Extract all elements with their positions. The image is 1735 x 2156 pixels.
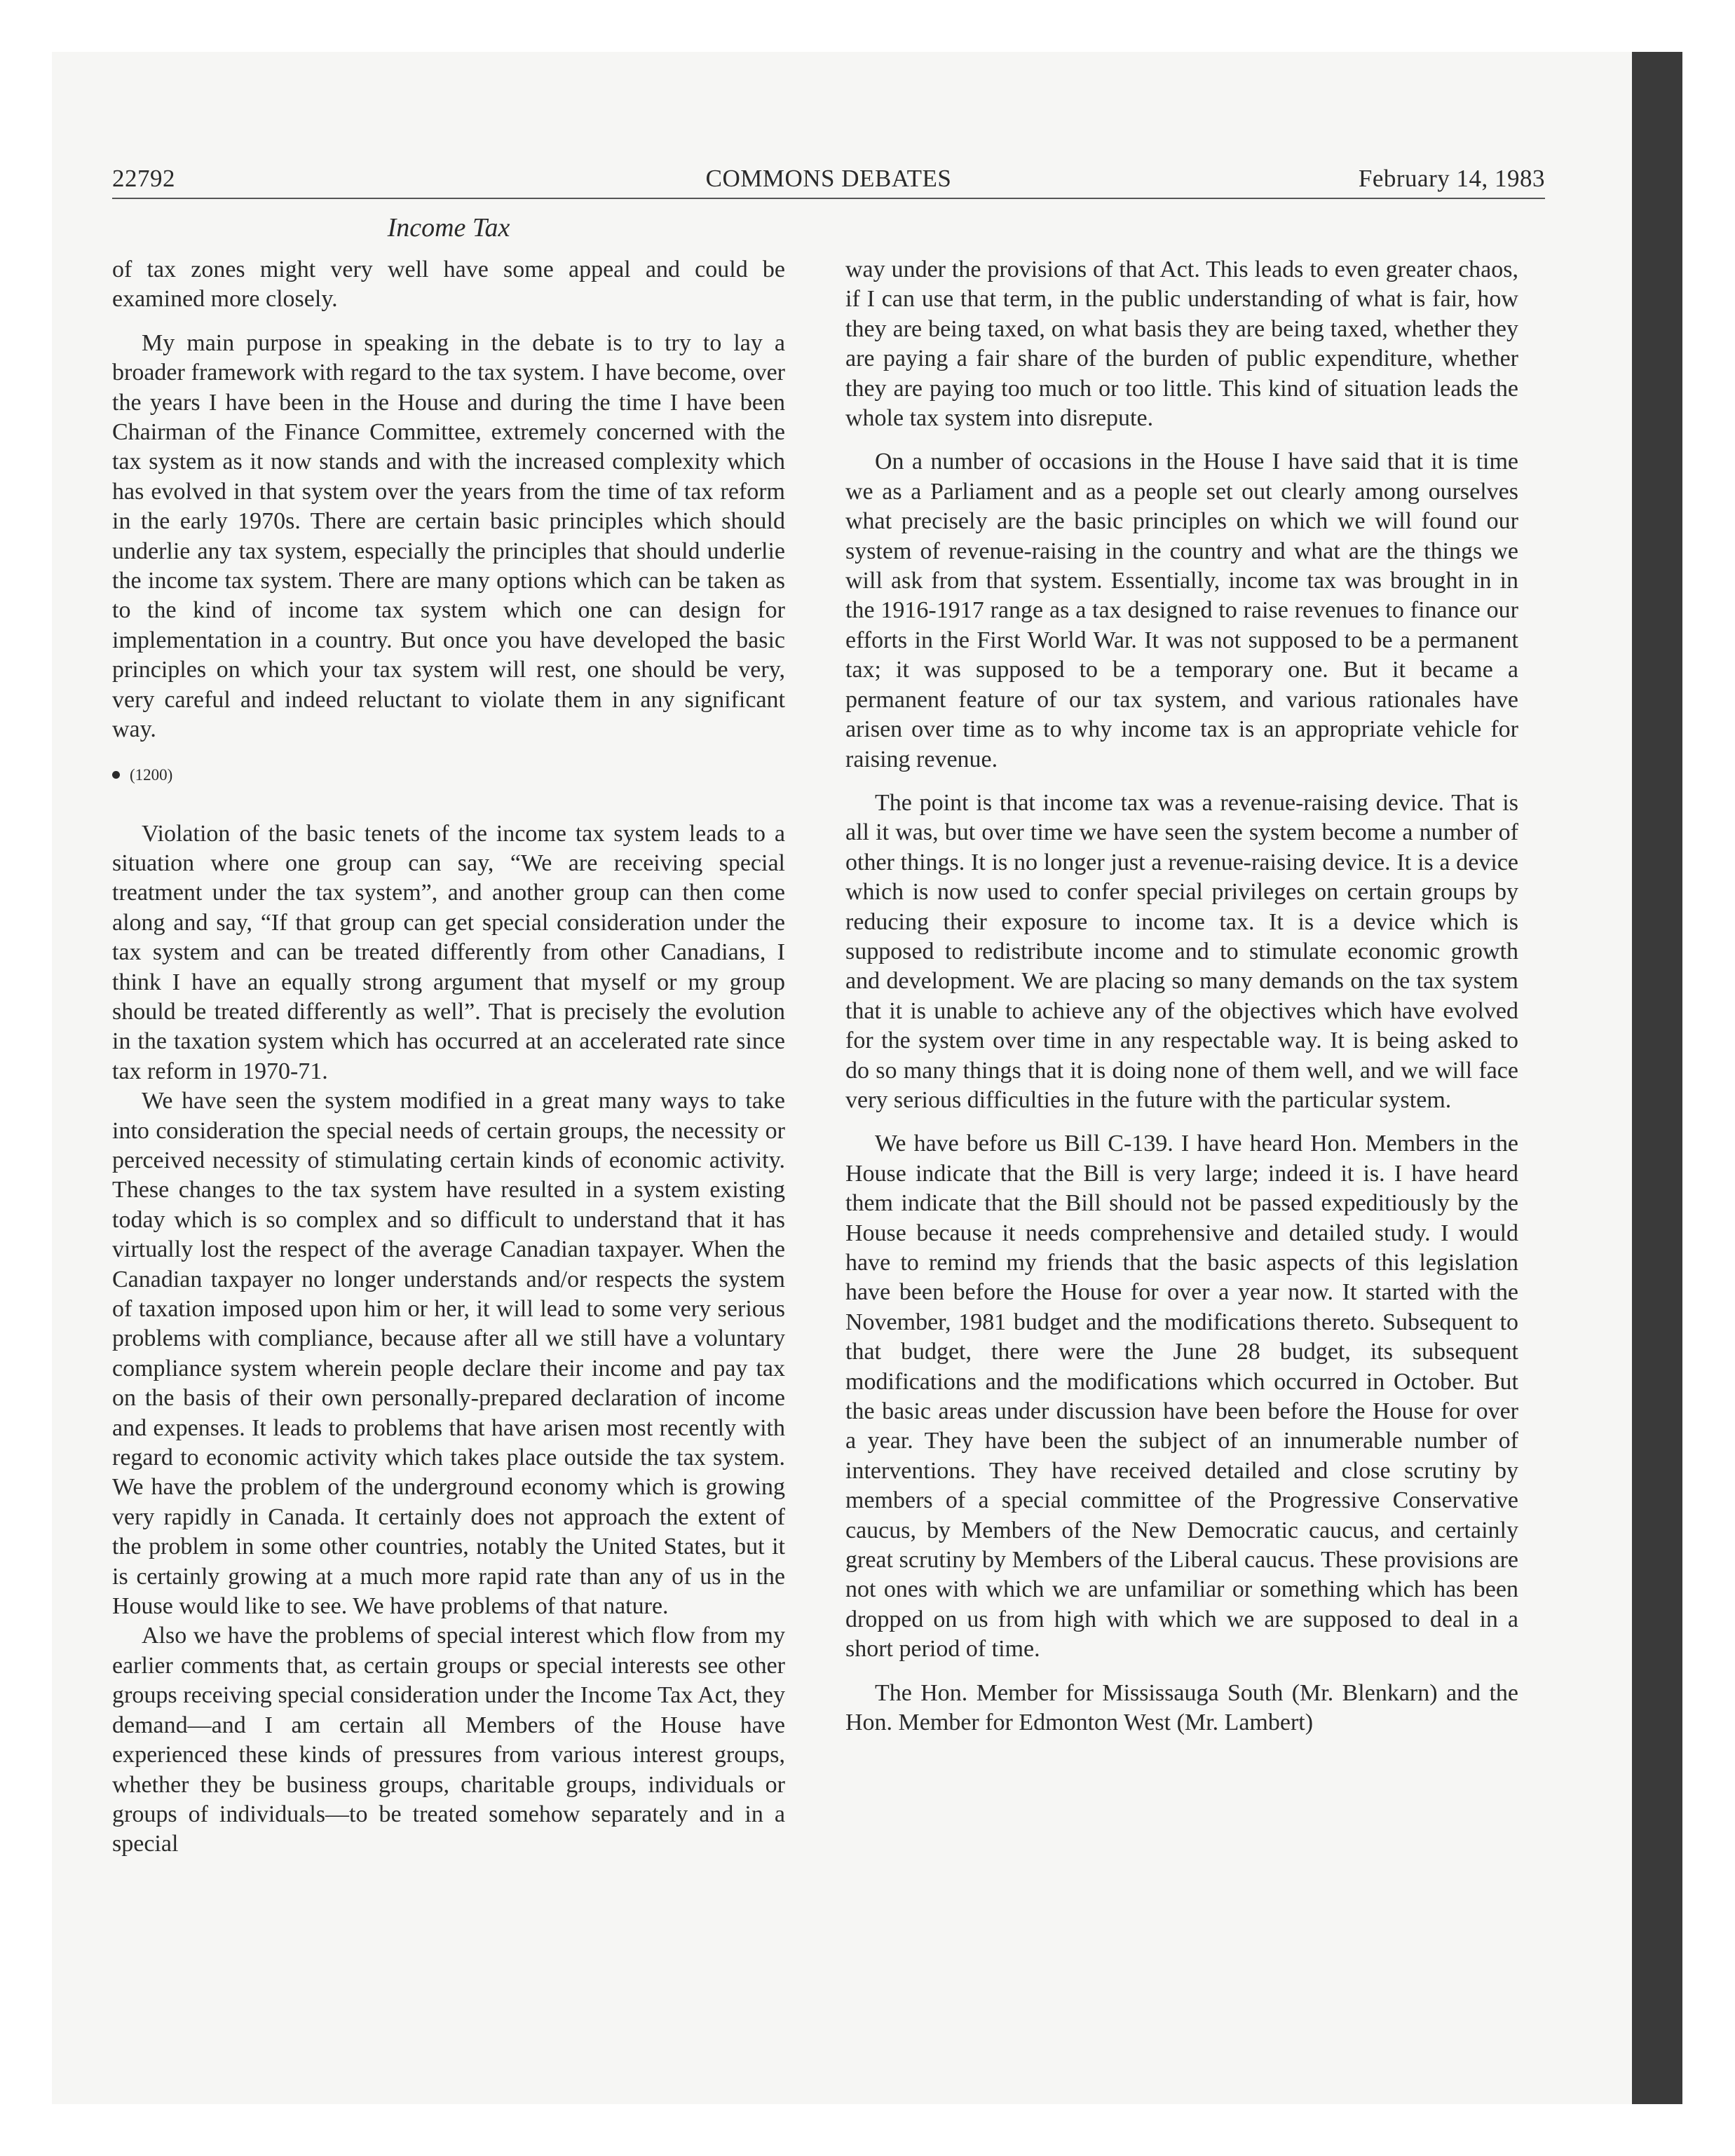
binding-edge <box>1632 52 1682 2104</box>
paragraph: Also we have the problems of special interest which flow from my earlier comments that, as certain groups or special interests see other groups receiving special consideration under the Income Tax Act, they demand—and I am certain all Members of the House have experienced these kinds of pressures from various interest groups, whether they be business groups, charitable groups, individuals or groups of individuals—to be treated somehow separately and in a special <box>112 1623 785 1857</box>
section-heading: Income Tax <box>387 213 510 243</box>
left-column <box>112 255 785 1860</box>
publication-title: COMMONS DEBATES <box>705 165 952 192</box>
paragraph: way under the provisions of that Act. This leads to even greater chaos, if I can use that term, in the public understanding of what is fair, how they are being taxed, on what basis they are being taxed, whether they are paying a fair share of the burden of public expenditure, whether they are paying too much or too little. This kind of situation leads the whole tax system into disrepute. <box>845 257 1518 432</box>
paragraph: Violation of the basic tenets of the income tax system leads to a situation where one group can say, “We are receiving special treatment under the tax system”, and another group can then come along and say, “If that group can get special consideration under the tax system and can be treated differently from other Canadians, I think I have an equally strong argument that myself or my group should be treated differently as well”. That is precisely the evolution in the taxation system which has occurred at an accelerated rate since tax reform in 1970-71. <box>112 820 785 1084</box>
paragraph: We have seen the system modified in a great many ways to take into consideration the special needs of certain groups, the necessity or perceived necessity of stimulating certain kinds of economic activity. These changes to the tax system have resulted in a system existing today which is so complex and so difficult to understand that it has virtually lost the respect of the average Canadian taxpayer. When the Canadian taxpayer no longer understands and/or respects the system of taxation imposed upon him or her, it will lead to some very serious problems with compliance, because after all we still have a voluntary compliance system wherein people declare their income and pay tax on the basis of their own personally-prepared declaration of income and expenses. It leads to problems that have arisen most recently with regard to economic activity which takes place outside the tax system. We have the problem of the underground economy which is growing very rapidly in Canada. It certainly does not approach the extent of the problem in some other countries, notably the United States, but it is certainly growing at a much more rapid rate than any of us in the House would like to see. We have problems of that nature. <box>112 1088 785 1620</box>
time-marker <box>112 765 785 786</box>
paragraph: On a number of occasions in the House I have said that it is time we as a Parliament and as a people set out clearly among ourselves what precisely are the basic principles on which we will found our system of revenue-raising in the country and what are the things we will ask from that system. Essentially, income tax was brought in in the 1916-1917 range as a tax designed to raise revenues to finance our efforts in the First World War. It was not supposed to be a permanent tax; it was supposed to be a temporary one. But it became a permanent feature of our tax system, and various rationales have arisen over time as to why income tax is an appropriate vehicle for raising revenue. <box>845 449 1518 772</box>
time-marker-text: (1200) <box>130 765 173 784</box>
running-header <box>112 160 1545 199</box>
paragraph: The point is that income tax was a revenue-raising device. That is all it was, but over time we have seen the system become a number of other things. It is no longer just a revenue-raising device. It is a device which is now used to confer special privileges on certain groups by reducing their exposure to income tax. It is a device which is supposed to redistribute income and to stimulate economic growth and development. We are placing so many demands on the tax system that it is unable to achieve any of the objectives which have evolved for the system over time in any respectable way. It is being asked to do so many things that it is doing none of them well, and we will face very serious difficulties in the future with the particular system. <box>845 789 1518 1113</box>
paragraph: My main purpose in speaking in the debate is to try to lay a broader framework with regard to the tax system. I have become, over the years I have been in the House and during the time I have been Chairman of the Finance Committee, extremely concerned with the tax system as it now stands and with the increased complexity which has evolved in that system over the years from the time of tax reform in the early 1970s. There are certain basic principles which should underlie any tax system, especially the principles that should underlie the income tax system. There are many options which can be taken as to the kind of income tax system which one can design for implementation in a country. But once you have developed the basic principles on which your tax system will rest, one should be very, very careful and indeed reluctant to violate them in any significant way. <box>112 329 785 743</box>
bullet-icon <box>112 771 120 779</box>
paragraph: The Hon. Member for Mississauga South (Mr. Blenkarn) and the Hon. Member for Edmonton West (Mr. Lambert) <box>845 1679 1518 1736</box>
page-number: 22792 <box>112 165 175 192</box>
paragraph: We have before us Bill C-139. I have heard Hon. Members in the House indicate that the Bill is very large; indeed it is. I have heard them indicate that the Bill should not be passed expeditiously by the House because it needs comprehensive and detailed study. I would have to remind my friends that the basic aspects of this legislation have been before the House for over a year now. It started with the November, 1981 budget and the modifications thereto. Subsequent to that budget, there were the June 28 budget, its subsequent modifications and the modifications which occurred in October. But the basic areas under discussion have been before the House for over a year. They have been the subject of an innumerable number of interventions. They have received detailed and close scrutiny by members of a special committee of the Progressive Conservative caucus, by Members of the New Democratic caucus, and certainly great scrutiny by Members of the Liberal caucus. These provisions are not ones with which we are unfamiliar or something which has been dropped on us from high with which we are supposed to deal in a short period of time. <box>845 1131 1518 1663</box>
publication-date: February 14, 1983 <box>1358 165 1545 192</box>
paragraph: of tax zones might very well have some appeal and could be examined more closely. <box>112 257 785 313</box>
right-column <box>845 255 1518 1738</box>
